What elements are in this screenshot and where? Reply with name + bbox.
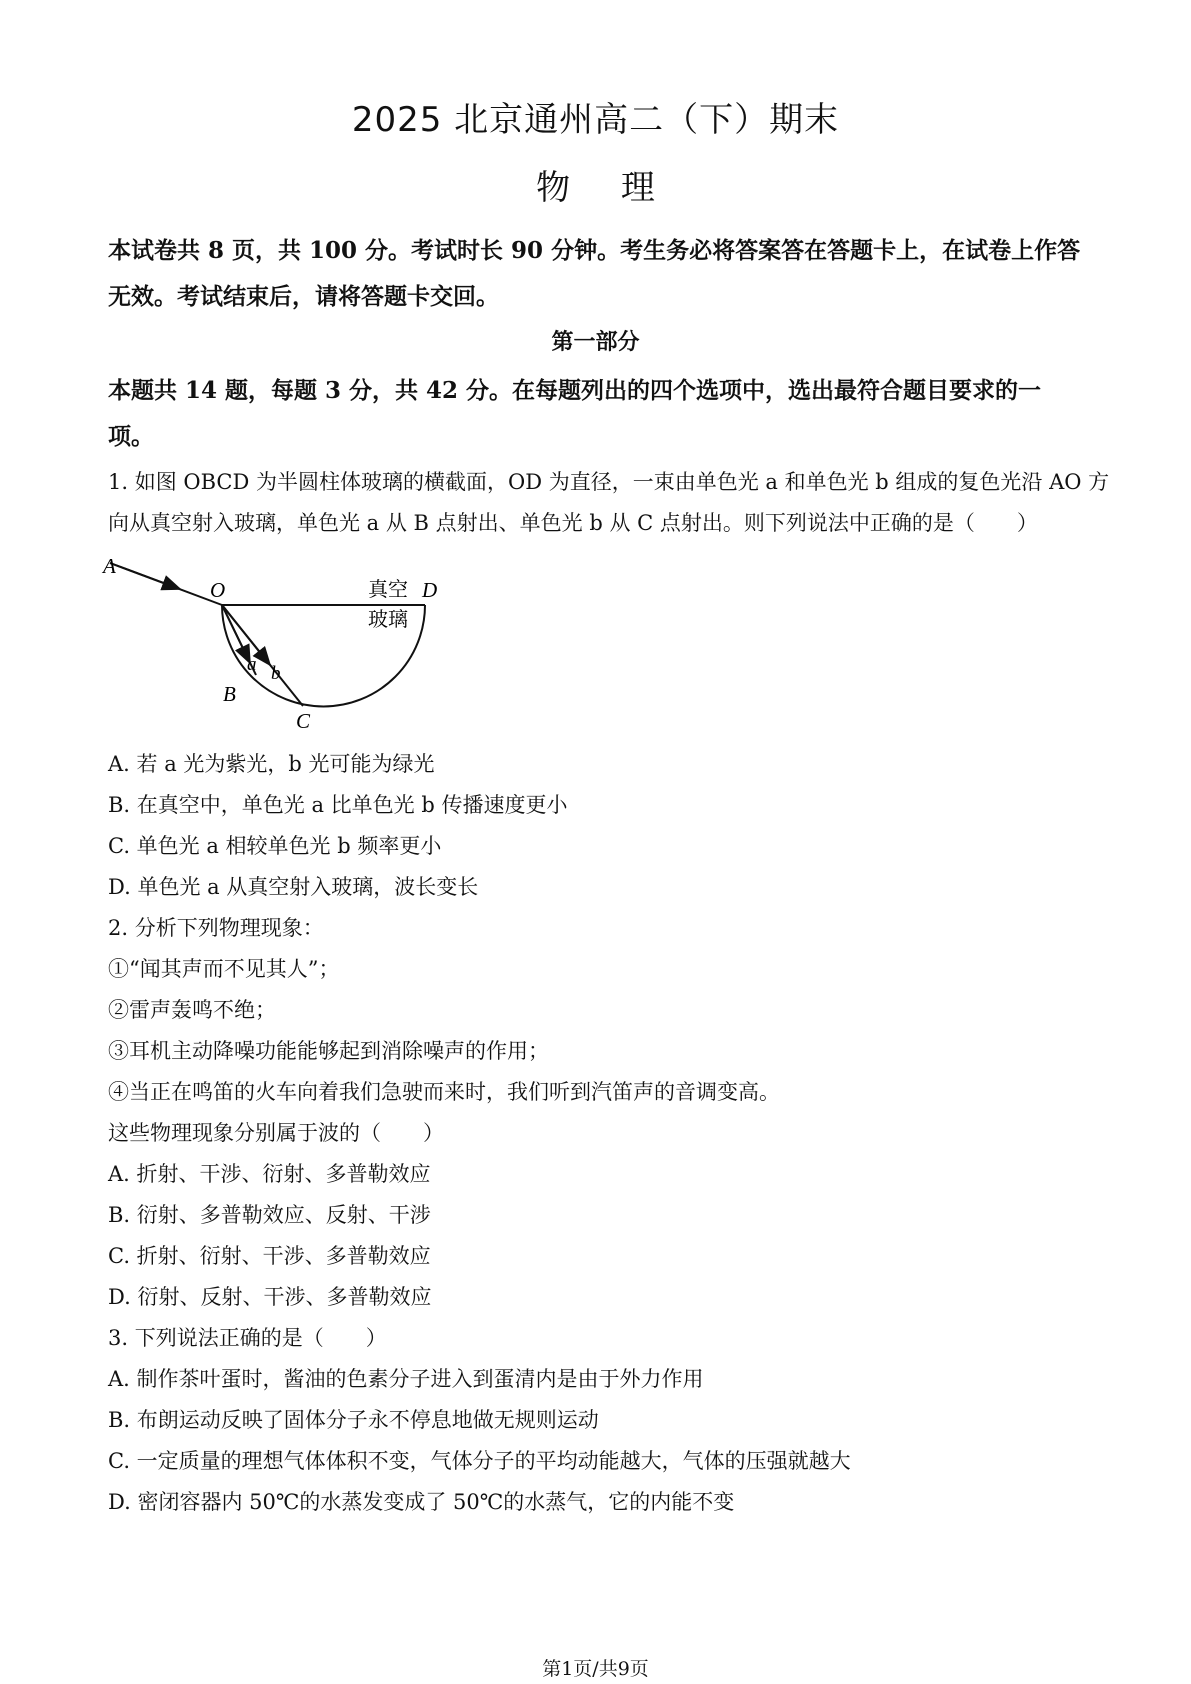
q3-option-c: C. 一定质量的理想气体体积不变，气体分子的平均动能越大，气体的压强就越大 (108, 1449, 851, 1473)
part-instruction-line-1: 本题共 14 题，每题 3 分，共 42 分。在每题列出的四个选项中，选出最符合题目要求的一 (108, 377, 1042, 404)
q1-figure (100, 545, 460, 735)
incident-ray-arrow (110, 563, 180, 589)
label-O: O (210, 578, 226, 602)
q1-stem-line-2: 向从真空射入玻璃，单色光 a 从 B 点射出、单色光 b 从 C 点射出。则下列说法中正确的是（ ） (108, 511, 1038, 535)
page-footer: 第1页/共9页 (542, 1658, 649, 1680)
part-title: 第一部分 (551, 329, 640, 355)
q2-question: 这些物理现象分别属于波的（ ） (108, 1121, 444, 1145)
q1-option-d: D. 单色光 a 从真空射入玻璃，波长变长 (108, 875, 479, 899)
q3-option-a: A. 制作茶叶蛋时，酱油的色素分子进入到蛋清内是由于外力作用 (108, 1367, 704, 1391)
page-title: 2025 北京通州高二（下）期末 (351, 100, 840, 140)
q3-option-b: B. 布朗运动反映了固体分子永不停息地做无规则运动 (108, 1408, 599, 1432)
q3-option-d: D. 密闭容器内 50℃的水蒸发变成了 50℃的水蒸气，它的内能不变 (108, 1490, 735, 1514)
q2-option-c: C. 折射、衍射、干涉、多普勒效应 (108, 1244, 431, 1268)
label-D: D (422, 578, 438, 602)
q2-option-a: A. 折射、干涉、衍射、多普勒效应 (108, 1162, 431, 1186)
label-B: B (223, 682, 236, 706)
label-vacuum: 真空 (368, 579, 408, 601)
q2-item-4: ④当正在鸣笛的火车向着我们急驶而来时，我们听到汽笛声的音调变高。 (108, 1080, 780, 1104)
notice-line-2: 无效。考试结束后，请将答题卡交回。 (108, 283, 499, 310)
q2-item-1: ①“闻其声而不见其人”； (108, 957, 340, 981)
q2-stem: 2. 分析下列物理现象： (108, 916, 324, 940)
notice-line-1: 本试卷共 8 页，共 100 分。考试时长 90 分钟。考生务必将答案答在答题卡上，在试卷上作答 (108, 237, 1081, 264)
part-instruction-line-2: 项。 (108, 423, 154, 450)
label-glass: 玻璃 (368, 609, 408, 631)
q1-option-a: A. 若 a 光为紫光，b 光可能为绿光 (108, 752, 435, 776)
label-C: C (296, 709, 311, 733)
q1-stem-line-1: 1. 如图 OBCD 为半圆柱体玻璃的横截面，OD 为直径，一束由单色光 a 和单色光 b 组成的复色光沿 AO 方 (108, 470, 1110, 494)
q2-option-d: D. 衍射、反射、干涉、多普勒效应 (108, 1285, 432, 1309)
q2-item-3: ③耳机主动降噪功能能够起到消除噪声的作用； (108, 1039, 549, 1063)
label-a: a (247, 654, 257, 675)
label-b: b (271, 663, 281, 684)
label-A: A (103, 554, 116, 578)
q2-option-b: B. 衍射、多普勒效应、反射、干涉 (108, 1203, 431, 1227)
q1-option-c: C. 单色光 a 相较单色光 b 频率更小 (108, 834, 442, 858)
q1-option-b: B. 在真空中，单色光 a 比单色光 b 传播速度更小 (108, 793, 568, 817)
q2-item-2: ②雷声轰鸣不绝； (108, 998, 276, 1022)
q3-stem: 3. 下列说法正确的是（ ） (108, 1326, 387, 1350)
subject-title: 物 理 (536, 168, 655, 208)
